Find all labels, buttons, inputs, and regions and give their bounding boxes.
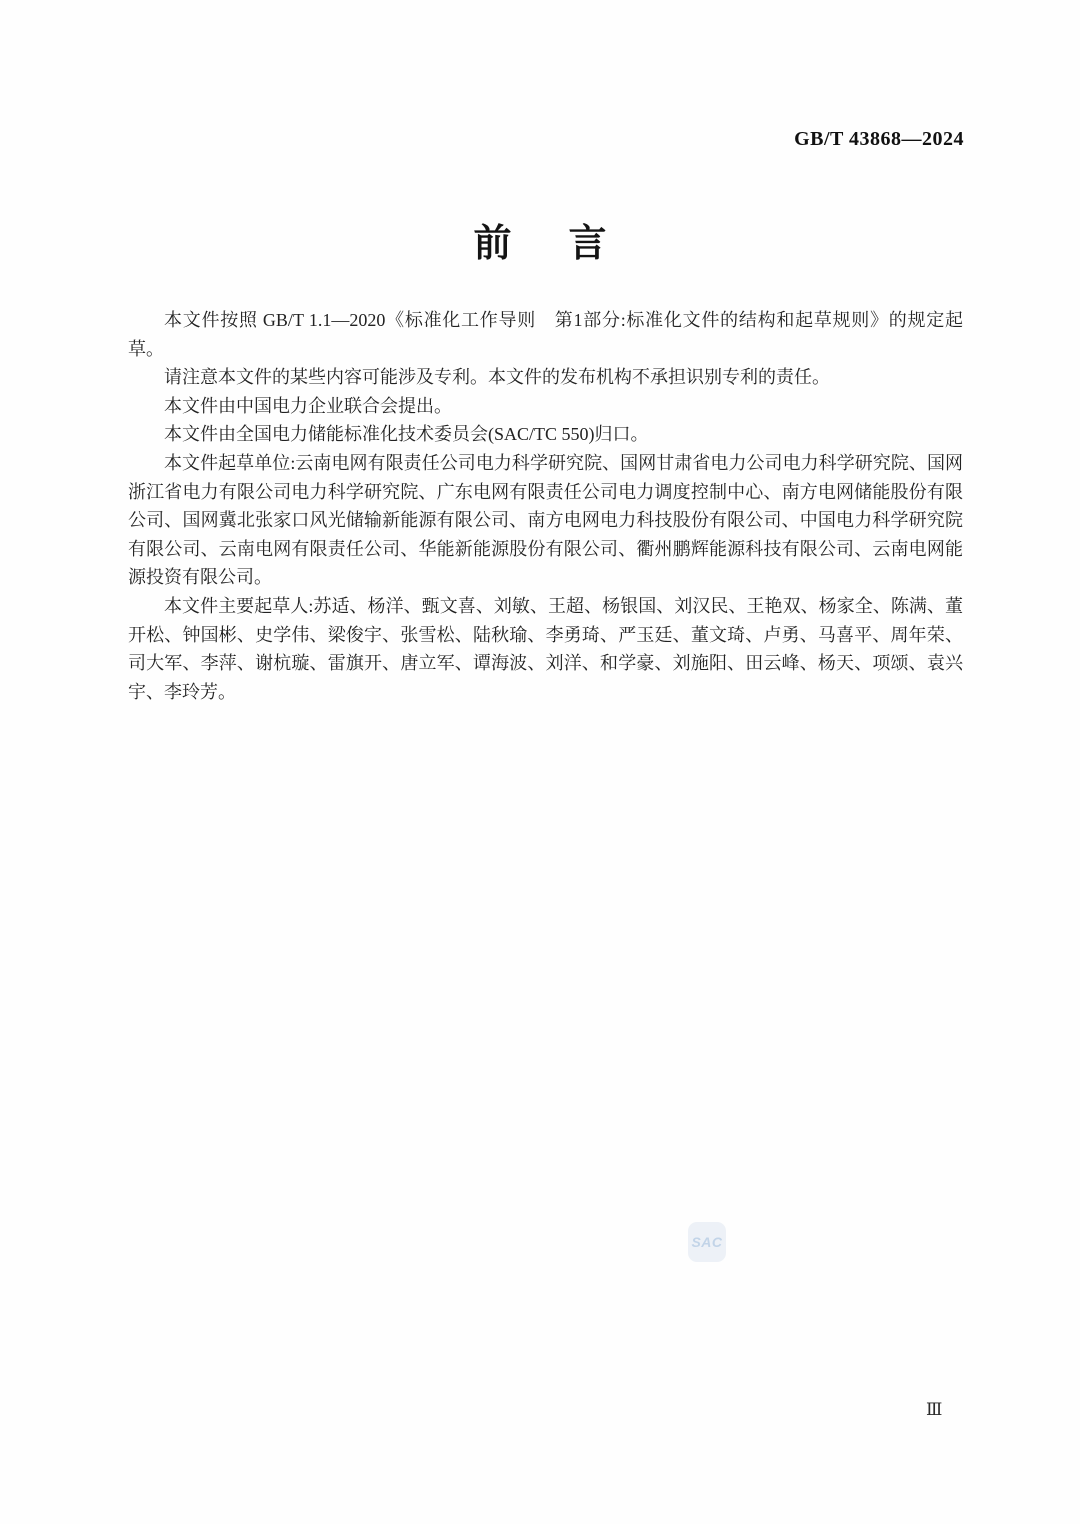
- paragraph-main-drafters: 本文件主要起草人:苏适、杨洋、甄文喜、刘敏、王超、杨银国、刘汉民、王艳双、杨家全、陈满、董开松、钟国彬、史学伟、梁俊宇、张雪松、陆秋瑜、李勇琦、严玉廷、董文琦、卢勇、马喜平、周年荣、司大军、李萍、谢杭璇、雷旗开、唐立军、谭海波、刘洋、和学豪、刘施阳、田云峰、杨天、项颂、袁兴宇、李玲芳。: [128, 595, 963, 702]
- paragraph-drafting-organizations: 本文件起草单位:云南电网有限责任公司电力科学研究院、国网甘肃省电力公司电力科学研究院、国网浙江省电力有限公司电力科学研究院、广东电网有限责任公司电力调度控制中心、南方电网储能股份有限公司、国网冀北张家口风光储输新能源有限公司、南方电网电力科技股份有限公司、中国电力科学研究院有限公司、云南电网有限责任公司、华能新能源股份有限公司、衢州鹏辉能源科技有限公司、云南电网能源投资有限公司。: [128, 452, 963, 588]
- page-number: Ⅲ: [926, 1400, 943, 1419]
- standard-number: GB/T 43868—2024: [794, 128, 964, 150]
- foreword-body: [128, 306, 963, 706]
- paragraph-centralized-by: 本文件由全国电力储能标准化技术委员会(SAC/TC 550)归口。: [164, 424, 649, 445]
- paragraph-patent-notice: 请注意本文件的某些内容可能涉及专利。本文件的发布机构不承担识别专利的责任。: [164, 367, 830, 388]
- sac-watermark-text: SAC: [691, 1234, 723, 1250]
- paragraph-proposed-by: 本文件由中国电力企业联合会提出。: [164, 395, 452, 416]
- foreword-title: 前言: [473, 223, 664, 265]
- paragraph-drafting-rules: 本文件按照 GB/T 1.1—2020《标准化工作导则 第1部分:标准化文件的结构和起草规则》的规定起草。: [128, 310, 963, 359]
- foreword-title-wrapper: [0, 212, 1080, 267]
- sac-watermark: [688, 1222, 726, 1262]
